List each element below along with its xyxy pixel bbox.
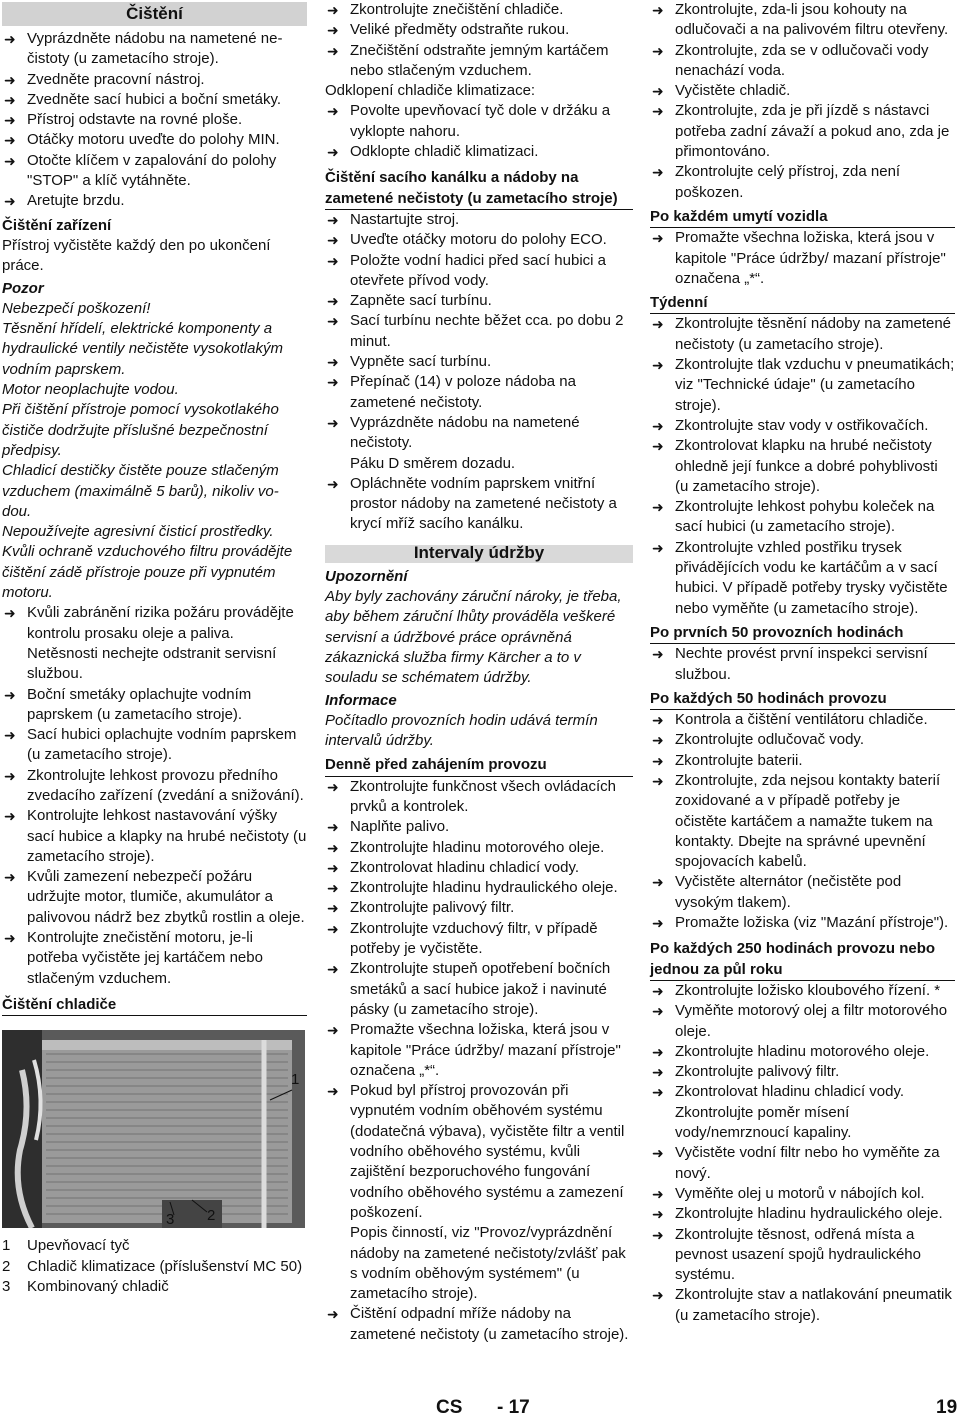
legend-number: 2 [2, 1257, 11, 1275]
list-item: ➜ Zkontrolovat klapku na hrubé nečistoty ohledně její funkce a dobré pohyblivosti (u zametacího stroje). [650, 436, 955, 497]
list-item: ➜ Zkontrolovat hladinu chladicí vody. [650, 1082, 955, 1102]
legend-item [2, 1236, 307, 1256]
list-item: ➜ Zkontrolujte, zda se v odlučovači vody nenachází voda. [650, 41, 955, 82]
list-item: ➜ Zkontrolujte těsnost, odřená místa a pevnost usazení spojů hydraulického systému. [650, 1225, 955, 1286]
column-2 [325, 0, 633, 1345]
suction-channel-heading: Čištění sacího kanálku a nádoby na zametené nečistoty (u zametacího stroje) [325, 168, 633, 210]
callout-3: 3 [166, 1211, 175, 1229]
caution-label: Pozor [2, 279, 44, 297]
list-item: ➜ Přepínač (14) v poloze nádoba na zametené nečistoty. [325, 372, 633, 413]
radiator-photo [2, 1030, 305, 1228]
list-item: ➜ Vyprázdněte nádobu na nametené ne-čistoty (u zametacího stroje). [2, 29, 307, 70]
list-item: ➜ Vyčistěte vodní filtr nebo ho vyměňte za nový. [650, 1143, 955, 1184]
list-item: ➜ Veliké předměty odstraňte rukou. [325, 20, 633, 40]
list-item: ➜ Položte vodní hadici před sací hubici a otevřete přívod vody. [325, 251, 633, 292]
list-item: ➜ Vyměňte motorový olej a filtr motorového oleje. [650, 1001, 955, 1042]
list-item: ➜ Zkontrolujte funkčnost všech ovládacích prvků a kontrolek. [325, 777, 633, 818]
list-item: ➜ Naplňte palivo. [325, 817, 633, 837]
weekly-list [650, 314, 955, 618]
every-250h-list-2 [650, 1143, 955, 1326]
list-item: ➜ Zkontrolujte stav a natlakování pneumatik (u zametacího stroje). [650, 1285, 955, 1326]
list-item: ➜ Zapněte sací turbínu. [325, 291, 633, 311]
callout-2: 2 [207, 1207, 216, 1225]
list-item: ➜ Zkontrolujte hladinu hydraulického oleje. [650, 1204, 955, 1224]
daily-heading: Denně před zahájením provozu [325, 755, 633, 776]
suction-steps-list [325, 210, 633, 454]
list-item: ➜ Opláchněte vodním paprskem vnitřní prostor nádoby na zametené nečistoty a krycí mříž sacího kanálku. [325, 474, 633, 535]
list-item: ➜ Kvůli zabránění rizika požáru provádějte kontrolu prosaku oleje a paliva. Netěsnosti nechejte odstranit servisní službou. [2, 603, 307, 684]
list-item: ➜ Otočte klíčem v zapalování do polohy "STOP" a klíč vytáhněte. [2, 151, 307, 192]
warning-line: Nebezpečí poškození! [2, 299, 151, 317]
legend-text: Upevňovací tyč [27, 1237, 130, 1255]
list-item: ➜ Čištění odpadní mříže nádoby na zametené nečistoty (u zametacího stroje). [325, 1304, 633, 1345]
list-item: ➜ Vyčistěte alternátor (nečistěte pod vysokým tlakem). [650, 872, 955, 913]
list-item: ➜ Zkontrolujte, zda je při jízdě s nástavci potřeba zadní závaží a pokud ano, zda je přimontováno. [650, 101, 955, 162]
daily-checks-list [325, 777, 633, 1224]
list-item: ➜ Zkontrolujte odlučovač vody. [650, 730, 955, 750]
list-item: ➜ Zkontrolujte lehkost provozu předního zvedacího zařízení (zvedání a snižování). [2, 766, 307, 807]
legend-number: 3 [2, 1277, 11, 1295]
list-item: ➜ Zkontrolujte palivový filtr. [650, 1062, 955, 1082]
list-item: ➜ Zkontrolujte baterii. [650, 751, 955, 771]
daily-checks-continued-list [650, 0, 955, 203]
list-item: ➜ Zkontrolujte stupeň opotřebení bočních smetáků a sací hubice jakož i navinuté pásky (u zametacího stroje). [325, 959, 633, 1020]
callout-1: 1 [291, 1071, 300, 1089]
list-item: ➜ Zkontrolujte hladinu motorového oleje. [650, 1042, 955, 1062]
warning-line: Chladicí destičky čistěte pouze stlačeným vzduchem (maximálně 5 barů), nikoliv vo-dou. [2, 462, 279, 520]
list-item: ➜ Zkontrolujte stav vody v ostřikovačích. [650, 416, 955, 436]
lever-text: Páku D směrem dozadu. [350, 454, 516, 472]
list-item: ➜ Zkontrolujte těsnění nádoby na zametené nečistoty (u zametacího stroje). [650, 314, 955, 355]
after-wash-list [650, 228, 955, 289]
list-item: ➜ Promažte ložiska (viz "Mazání přístroje"). [650, 913, 955, 933]
list-item: ➜ Zkontrolujte hladinu motorového oleje. [325, 838, 633, 858]
page-footer [0, 1398, 960, 1422]
device-cleaning-heading: Čištění zařízení [2, 216, 112, 234]
column-3 [650, 0, 955, 1326]
list-item: ➜ Aretujte brzdu. [2, 191, 307, 211]
first-50h-list [650, 644, 955, 685]
daily-checks-list-2 [325, 1304, 633, 1345]
list-item: ➜ Promažte všechna ložiska, která jsou v kapitole "Práce údržby/ mazaní přístroje" označena „*“. [650, 228, 955, 289]
weekly-heading: Týdenní [650, 293, 955, 314]
every-250h-heading: Po každých 250 hodinách provozu nebo jednou za půl roku [650, 939, 955, 981]
list-item: ➜ Zvedněte sací hubici a boční smetáky. [2, 90, 307, 110]
after-wash-heading: Po každém umytí vozidla [650, 207, 955, 228]
list-item: ➜ Povolte upevňovací tyč dole v držáku a vyklopte nahoru. [325, 101, 633, 142]
list-item: ➜ Odklopte chladič klimatizaci. [325, 142, 633, 162]
list-item: ➜ Vyprázdněte nádobu na nametené nečistoty. [325, 413, 633, 454]
list-item: ➜ Zkontrolujte palivový filtr. [325, 898, 633, 918]
mixing-ratio-text: Zkontrolujte poměr mísení vody/nemrznoucí kapaliny. [675, 1103, 852, 1142]
info-label: Informace [325, 691, 397, 709]
list-item: ➜ Kontrolujte znečistění motoru, je-li potřeba vyčistěte jej kartáčem nebo stlačeným vzduchem. [2, 928, 307, 989]
every-50h-heading: Po každých 50 hodinách provozu [650, 689, 955, 710]
list-item: ➜ Promažte všechna ložiska, která jsou v kapitole "Práce údržby/ mazaní přístroje" označena „*“. [325, 1020, 633, 1081]
maintenance-intervals-title: Intervaly údržby [325, 535, 633, 563]
list-item: ➜ Zkontrolujte, zda-li jsou kohouty na odlučovači a na palivovém filtru otevřeny. [650, 0, 955, 41]
list-item: ➜ Uveďte otáčky motoru do polohy ECO. [325, 230, 633, 250]
list-item: ➜ Vyčistěte chladič. [650, 81, 955, 101]
list-item: ➜ Zvedněte pracovní nástroj. [2, 70, 307, 90]
device-cleaning-text: Přístroj vyčistěte každý den po ukončení práce. [2, 236, 271, 275]
list-item: ➜ Zkontrolujte vzhled postřiku trysek přivádějících vodu ke kartáčům a v sací hubici. V případě potřeby trysky vyčistěte nebo vyměňte (u zametacího stroje). [650, 538, 955, 619]
language-code: CS [436, 1397, 463, 1418]
radiator-illustration [2, 1030, 305, 1228]
section-page-number: - 17 [497, 1397, 530, 1418]
list-item: ➜ Znečištění odstraňte jemným kartáčem nebo stlačeným vzduchem. [325, 41, 633, 82]
list-item: ➜ Kvůli zamezení nebezpečí požáru udržujte motor, tlumiče, akumulátor a palivovou nádrž bez zbytků rostlin a oleje. [2, 867, 307, 928]
list-item: ➜ Zkontrolovat hladinu chladicí vody. [325, 858, 633, 878]
legend-item [2, 1277, 307, 1297]
list-item: ➜ Otáčky motoru uveďte do polohy MIN. [2, 130, 307, 150]
cooler-cleaning-heading: Čištění chladiče [2, 995, 307, 1016]
legend-number: 1 [2, 1237, 11, 1255]
klima-intro-text: Odklopení chladiče klimatizace: [325, 82, 536, 100]
legend-item [2, 1257, 307, 1277]
list-item: ➜ Nechte provést první inspekci servisní službou. [650, 644, 955, 685]
inspection-list [2, 603, 307, 989]
notice-text: Aby byly zachovány záruční nároky, je třeba, aby během záruční lhůty prováděla veškeré servisní a údržbové práce oprávněná zákaznická služba firmy Kärcher a to v souladu se schématem údržby. [325, 588, 622, 687]
list-item: ➜ Zkontrolujte, zda nejsou kontakty baterií zoxidované a v případě potřeby je očistěte kartáčem a namažte tukem na kontakty. Dbejte na správné upevnění spojovacích kabelů. [650, 771, 955, 872]
list-item: ➜ Boční smetáky oplachujte vodním paprskem (u zametacího stroje). [2, 685, 307, 726]
every-50h-list [650, 710, 955, 933]
list-item: ➜ Zkontrolujte celý přístroj, zda není poškozen. [650, 162, 955, 203]
warning-line: Při čištění přístroje pomocí vysokotlakého čističe dodržujte příslušné bezpečnostní předpisy. [2, 401, 279, 459]
cooler-steps-list [325, 0, 633, 81]
list-item: ➜ Zkontrolujte hladinu hydraulického oleje. [325, 878, 633, 898]
first-50h-heading: Po prvních 50 provozních hodinách [650, 623, 955, 644]
legend-text: Chladič klimatizace (příslušenství MC 50) [27, 1257, 303, 1275]
description-text: Popis činností, viz "Provoz/vyprázdnění nádoby na zametené nečistoty/zvlášť pak s vodním oběhovým systémem" (u zametacího stroje). [350, 1224, 626, 1303]
list-item: ➜ Kontrolujte lehkost nastavování výšky sací hubice a klapky na hrubé nečistoty (u zametacího stroje). [2, 806, 307, 867]
cleaning-steps-list [2, 29, 307, 212]
warning-line: Těsnění hřídelí, elektrické komponenty a hydraulické ventily nečistěte vysokotlakým vodním paprskem. [2, 320, 283, 378]
every-250h-list [650, 981, 955, 1103]
list-item: ➜ Vyměňte olej u motorů v nábojích kol. [650, 1184, 955, 1204]
list-item: ➜ Zkontrolujte lehkost pohybu koleček na sací hubici (u zametacího stroje). [650, 497, 955, 538]
warning-line: Motor neoplachujte vodou. [2, 381, 179, 399]
list-item: ➜ Vypněte sací turbínu. [325, 352, 633, 372]
column-1 [2, 0, 307, 1297]
list-item: ➜ Kontrola a čištění ventilátoru chladiče. [650, 710, 955, 730]
section-title-cleaning: Čištění [2, 2, 307, 26]
info-text: Počítadlo provozních hodin udává termín intervalů údržby. [325, 711, 598, 750]
page-number: 19 [936, 1397, 958, 1418]
notice-label: Upozornění [325, 567, 408, 585]
legend-text: Kombinovaný chladič [27, 1277, 169, 1295]
list-item: ➜ Sací turbínu nechte běžet cca. po dobu 2 minut. [325, 311, 633, 352]
list-item: ➜ Pokud byl přístroj provozován při vypnutém vodním oběhovém systému (dodatečná výbava), vyčistěte filtr a ventil vodního oběhového systému, kvůli zajištění bezporuchového fungování vodního oběhového systému a zamezení poškození. [325, 1081, 633, 1223]
list-item: ➜ Zkontrolujte vzduchový filtr, v případě potřeby je vyčistěte. [325, 919, 633, 960]
warning-line: Nepoužívejte agresivní čisticí prostředky. [2, 523, 274, 541]
klima-steps-list [325, 101, 633, 162]
figure-legend [2, 1236, 307, 1297]
rinse-steps-list [325, 474, 633, 535]
list-item: ➜ Sací hubici oplachujte vodním paprskem (u zametacího stroje). [2, 725, 307, 766]
warning-line: Kvůli ochraně vzduchového filtru provádějte čištění zádě přístroje pouze při vypnutém motoru. [2, 543, 293, 602]
list-item: ➜ Zkontrolujte ložisko kloubového řízení. * [650, 981, 955, 1001]
list-item: ➜ Přístroj odstavte na rovné ploše. [2, 110, 307, 130]
list-item: ➜ Zkontrolujte znečištění chladiče. [325, 0, 633, 20]
list-item: ➜ Zkontrolujte tlak vzduchu v pneumatikách; viz "Technické údaje" (u zametacího stroje). [650, 355, 955, 416]
list-item: ➜ Nastartujte stroj. [325, 210, 633, 230]
